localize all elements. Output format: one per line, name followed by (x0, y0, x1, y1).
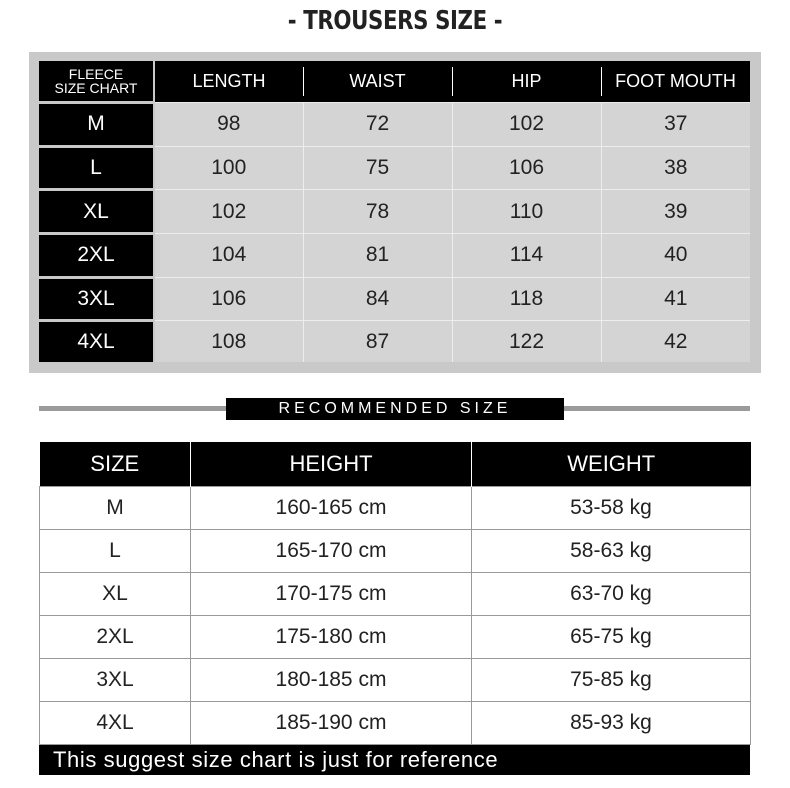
hip-cell: 122 (452, 321, 601, 362)
hip-cell: 102 (452, 103, 601, 147)
size-cell: XL (40, 573, 191, 616)
trousers-size-table (39, 61, 750, 362)
height-cell: 160-165 cm (191, 487, 472, 530)
waist-cell: 75 (303, 146, 452, 190)
foot-mouth-cell: 41 (601, 277, 750, 321)
column-header-length: LENGTH (154, 61, 303, 103)
size-label: L (39, 146, 154, 190)
size-cell: 4XL (40, 702, 191, 745)
size-cell: 2XL (40, 616, 191, 659)
table-header-row (39, 61, 750, 103)
weight-cell: 63-70 kg (472, 573, 751, 616)
size-chart-corner-label (39, 61, 154, 103)
weight-cell: 85-93 kg (472, 702, 751, 745)
table-header-row (40, 442, 751, 487)
length-cell: 102 (154, 190, 303, 234)
hip-cell: 106 (452, 146, 601, 190)
table-row (40, 573, 751, 616)
table-row (39, 277, 750, 321)
column-header-waist: WAIST (303, 61, 452, 103)
hip-cell: 118 (452, 277, 601, 321)
table-row (39, 146, 750, 190)
column-header-foot-mouth: FOOT MOUTH (601, 61, 750, 103)
waist-cell: 84 (303, 277, 452, 321)
length-cell: 104 (154, 233, 303, 277)
corner-label-line2: SIZE CHART (54, 80, 138, 96)
column-header-hip: HIP (452, 61, 601, 103)
table-row (40, 616, 751, 659)
foot-mouth-cell: 40 (601, 233, 750, 277)
hip-cell: 114 (452, 233, 601, 277)
page-title: - TROUSERS SIZE - (287, 6, 503, 36)
waist-cell: 87 (303, 321, 452, 362)
size-label: 4XL (39, 321, 154, 362)
table-row (40, 659, 751, 702)
height-cell: 180-185 cm (191, 659, 472, 702)
foot-mouth-cell: 39 (601, 190, 750, 234)
size-cell: 3XL (40, 659, 191, 702)
weight-cell: 53-58 kg (472, 487, 751, 530)
foot-mouth-cell: 42 (601, 321, 750, 362)
size-label: 2XL (39, 233, 154, 277)
weight-cell: 65-75 kg (472, 616, 751, 659)
waist-cell: 81 (303, 233, 452, 277)
table-row (40, 487, 751, 530)
reference-footnote: This suggest size chart is just for reference (39, 745, 750, 775)
table-row (39, 190, 750, 234)
size-cell: L (40, 530, 191, 573)
table-row (39, 233, 750, 277)
size-label: 3XL (39, 277, 154, 321)
table-row (40, 702, 751, 745)
column-header-height: HEIGHT (191, 442, 472, 487)
weight-cell: 58-63 kg (472, 530, 751, 573)
height-cell: 185-190 cm (191, 702, 472, 745)
column-header-weight: WEIGHT (472, 442, 751, 487)
recommended-size-banner: RECOMMENDED SIZE (226, 398, 564, 420)
foot-mouth-cell: 38 (601, 146, 750, 190)
height-cell: 175-180 cm (191, 616, 472, 659)
weight-cell: 75-85 kg (472, 659, 751, 702)
recommended-size-table (39, 442, 751, 745)
height-cell: 165-170 cm (191, 530, 472, 573)
waist-cell: 72 (303, 103, 452, 147)
length-cell: 108 (154, 321, 303, 362)
foot-mouth-cell: 37 (601, 103, 750, 147)
table-row (39, 321, 750, 362)
length-cell: 106 (154, 277, 303, 321)
hip-cell: 110 (452, 190, 601, 234)
table-row (39, 103, 750, 147)
size-cell: M (40, 487, 191, 530)
length-cell: 98 (154, 103, 303, 147)
column-header-size: SIZE (40, 442, 191, 487)
size-label: M (39, 103, 154, 147)
height-cell: 170-175 cm (191, 573, 472, 616)
size-label: XL (39, 190, 154, 234)
waist-cell: 78 (303, 190, 452, 234)
table-row (40, 530, 751, 573)
corner-label-line1: FLEECE (68, 66, 124, 82)
length-cell: 100 (154, 146, 303, 190)
